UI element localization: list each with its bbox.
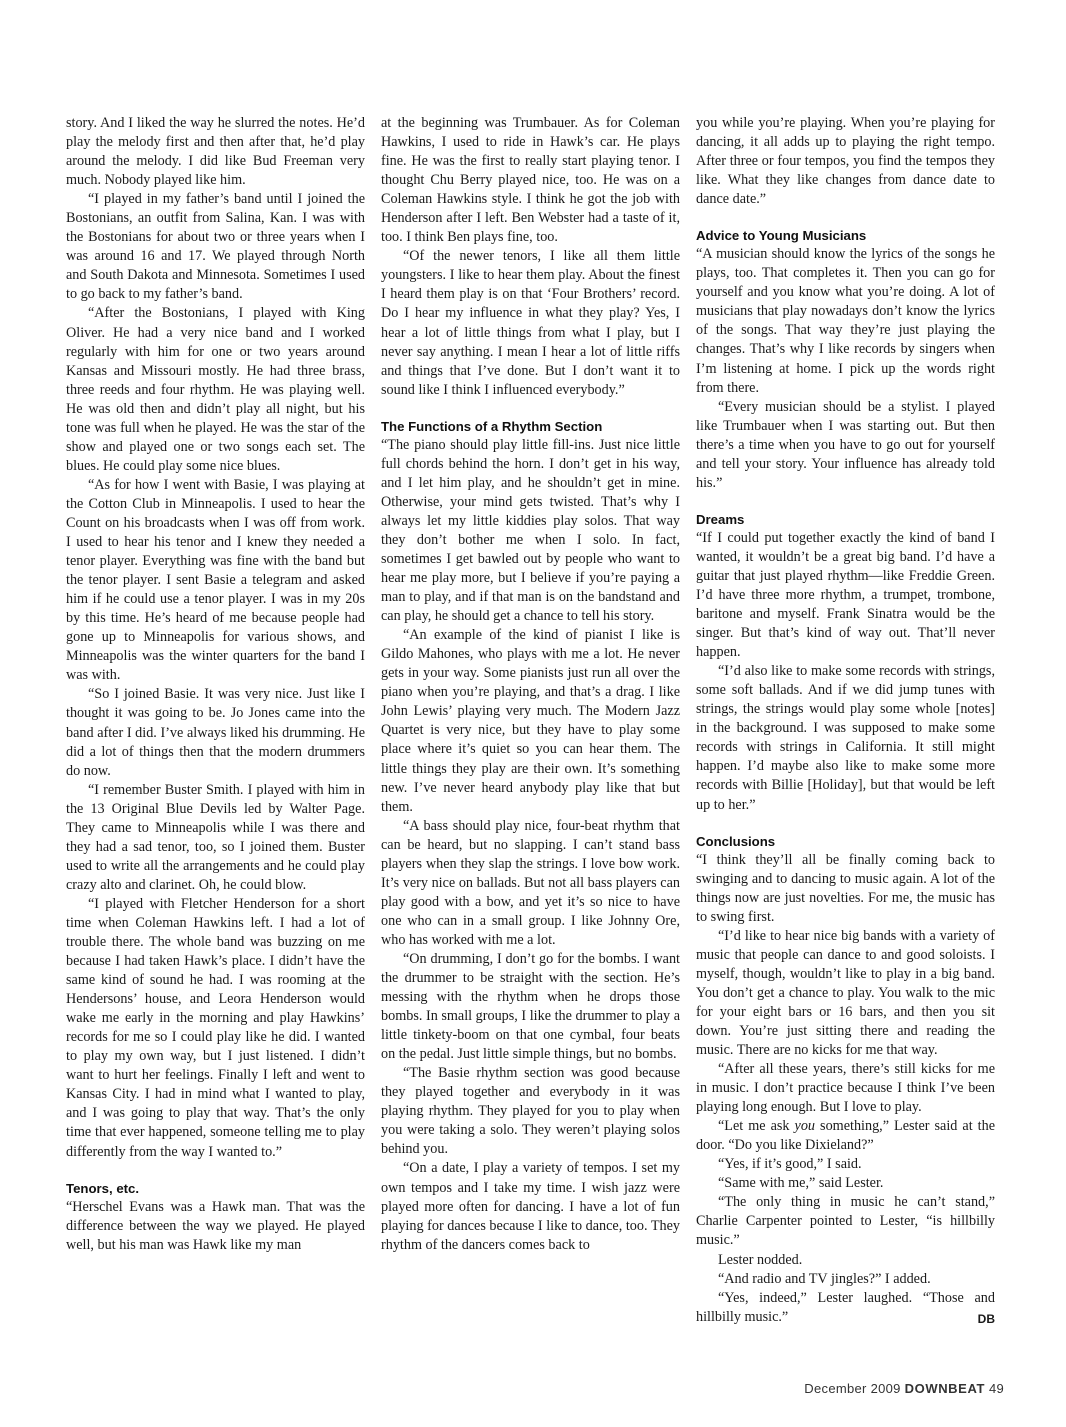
paragraph: “I remember Buster Smith. I played with him in the 13 Original Blue Devils led by Walter Page. They came to Minneapolis while I was there and they had a sad tenor, too, so I joined them. Buster used to write all the arrangements and he could play crazy alto and clarinet. Oh, he could blow. bbox=[66, 781, 365, 893]
section-heading-tenors: Tenors, etc. bbox=[66, 1180, 140, 1196]
page-footer bbox=[804, 1381, 1004, 1396]
paragraph: “I played in my father’s band until I joined the Bostonians, an outfit from Salina, Kan. I was with the Bostonians for about two or three years when I was around 16 and 17. We played through North and South Dakota and Minnesota. Sometimes I used to go back to my father’s band. bbox=[66, 191, 365, 303]
column-2 bbox=[381, 114, 680, 1255]
paragraph: “The piano should play little fill-ins. Just nice little full chords behind the horn. I don’t get in his way, and I let him play, and he shouldn’t get in mine. Otherwise, your mind gets twisted. That’s why I always let my little kiddies play solos. That way they don’t bother me when I solo. In fact, sometimes I get bawled out by people who want to hear me play more, but I believe if you’re paying a man to play, and if that man is on the bandstand and can play, he should get a chance to tell his story. bbox=[381, 436, 680, 625]
paragraph: “I’d also like to make some records with strings, some soft ballads. And if we did jump tunes with strings, the strings would play some whole [notes] in the background. I was supposed to make some records with strings in California. It still might happen. I’d maybe also like to make some more records with Billie [Holiday], but that would be left up to her.” bbox=[696, 663, 995, 813]
paragraph bbox=[696, 1117, 995, 1155]
paragraph: “On drumming, I don’t go for the bombs. I want the drummer to be straight with the section. He’s messing with the rhythm when he drops those bombs. In small groups, I like the drummer to play a little tinkety-boom on that one cymbal, four beats on the pedal. Just little simple things, but no bombs. bbox=[381, 950, 680, 1063]
paragraph: story. And I liked the way he slurred the notes. He’d play the melody first and then after that, he’d play around the melody. I did like Bud Freeman very much. Nobody played like him. bbox=[66, 115, 365, 189]
text-run: “Let me ask bbox=[718, 1118, 795, 1135]
paragraph: “An example of the kind of pianist I like is Gildo Mahones, who plays with me a lot. He never gets in your way. Some pianists just run all over the piano when you’re playing, and that’s a drag. I like John Lewis’ playing very much. The Modern Jazz Quartet is very nice, but they have to play some place where it’s quiet so you can hear them. The little things they play are their own. It’s something new. I’ve never heard anybody play like that but them. bbox=[381, 627, 680, 815]
end-mark: DB bbox=[977, 1311, 995, 1326]
paragraph: “Herschel Evans was a Hawk man. That was the difference between the way we played. He played well, but his man was Hawk like my man bbox=[66, 1198, 365, 1253]
paragraph: “If I could put together exactly the kind of band I wanted, it wouldn’t be a great big band. I’d have a guitar that just played rhythm—like Freddie Green. I’d have three more rhythm, a trumpet, trombone, baritone and myself. Frank Sinatra would be the singer. But that’s kind of way out. That’ll never happen. bbox=[696, 529, 995, 661]
paragraph: at the beginning was Trumbauer. As for Coleman Hawkins, I used to ride in Hawk’s car. He plays fine. He was the first to really start playing tenor. I thought Chu Berry played nice, too. He was on a Coleman Hawkins style. I think he got the job with Henderson after I left. Ben Webster had a taste of it, too. I think Ben plays fine, too. bbox=[381, 115, 680, 246]
paragraph: “Same with me,” said Lester. bbox=[718, 1175, 884, 1192]
paragraph: “On a date, I play a variety of tempos. I set my own tempos and I take my time. I wish jazz were played more often for dancing. I have a lot of fun playing for dances because I like to dance, too. They rhythm of the dancers comes back to bbox=[381, 1160, 680, 1253]
paragraph: “The Basie rhythm section was good because they played together and everybody in it was playing rhythm. They played for you to play when you were taking a solo. They weren’t playing solos behind you. bbox=[381, 1065, 680, 1158]
paragraph: “I played with Fletcher Henderson for a short time when Coleman Hawkins left. I had a lot of trouble there. The whole band was buzzing on me because I had taken Hawk’s place. I didn’t have the same kind of sound he had. I was rooming at the Hendersons’ house, and Leora Henderson would wake me early in the morning and play Hawkins’ records for me so I could play like he did. I wanted to play my own way, but I just listened. I didn’t want to hurt her feelings. Finally I left and went to Kansas City. I had in mind what I wanted to play, and I was going to play that way. That’s the only time that ever happened, someone telling me to play differently from the way I wanted to.” bbox=[66, 895, 365, 1160]
column-3 bbox=[696, 114, 995, 1329]
paragraph: “After the Bostonians, I played with King Oliver. He had a very nice band and I worked regularly with him for one or two years around Kansas and Missouri mostly. He had three brass, three reeds and four rhythm. He was playing well. He was old then and didn’t play all night, but his tone was full when he played. He was the star of the show and played one or two songs each set. The blues. He could play some nice blues. bbox=[66, 305, 365, 474]
page-number: 49 bbox=[988, 1381, 1004, 1396]
text-run: “Yes, indeed,” Lester laughed. “Those and hillbilly music.” bbox=[696, 1289, 995, 1325]
text-run: something,” Lester said at the door. “Do you like Dixieland?” bbox=[696, 1118, 995, 1154]
paragraph: “And radio and TV jingles?” I added. bbox=[718, 1270, 931, 1287]
paragraph: “A musician should know the lyrics of the songs he plays, too. That completes it. Then you can go for yourself and you know what you’re doing. A lot of musicians that play nowadays don’t know the lyrics of the songs. That way they’re just playing the changes. That’s why I like records by singers when I’m listening at home. I pick up the words right from there. bbox=[696, 246, 995, 396]
section-heading-rhythm-section: The Functions of a Rhythm Section bbox=[381, 418, 603, 434]
section-heading-advice: Advice to Young Musicians bbox=[696, 228, 867, 244]
column-1 bbox=[66, 114, 365, 1255]
emphasis-text: you bbox=[794, 1118, 816, 1135]
paragraph: “Yes, if it’s good,” I said. bbox=[718, 1156, 862, 1173]
paragraph: “The only thing in music he can’t stand,” Charlie Carpenter pointed to Lester, “is hillbilly music.” bbox=[696, 1194, 995, 1249]
magazine-name: DOWNBEAT bbox=[904, 1381, 986, 1396]
paragraph: “I’d like to hear nice big bands with a variety of music that people can dance to and good soloists. I myself, though, wouldn’t like to play in a big band. You don’t get a chance to play. You walk to the mic for your eight bars or 16 bars, and then you sit down. You’re just sitting there and reading the music. There are no kicks for me that way. bbox=[696, 927, 995, 1059]
paragraph: “So I joined Basie. It was very nice. Just like I thought it was going to be. Jo Jones came into the band after I did. I’ve always liked his drumming. He did a lot of things then that the modern drummers do now. bbox=[66, 686, 365, 779]
section-heading-conclusions: Conclusions bbox=[696, 833, 776, 849]
paragraph: “After all these years, there’s still kicks for me in music. I don’t practice because I think I’ve been playing long enough. But I love to play. bbox=[696, 1061, 995, 1116]
paragraph: Lester nodded. bbox=[718, 1251, 803, 1268]
section-heading-dreams: Dreams bbox=[696, 511, 745, 527]
paragraph: “As for how I went with Basie, I was playing at the Cotton Club in Minneapolis. I used to hear the Count on his broadcasts when I was off from work. I used to hear his tenor and I knew they needed a tenor player. Everything was fine with the band but the tenor player. I sent Basie a telegram and asked him if he could use a tenor player. I was in my 20s by this time. He’s heard of me because people had gone up to Minneapolis for various shows, and Minneapolis was the winter quarters for the band I was with. bbox=[66, 476, 365, 684]
paragraph: “Every musician should be a stylist. I played like Trumbauer when I was starting out. But then there’s a time when you have to go out for yourself and tell your story. Your influence has already told his.” bbox=[696, 398, 995, 491]
paragraph-final bbox=[696, 1289, 995, 1327]
issue-date: December 2009 bbox=[804, 1381, 901, 1396]
paragraph: “I think they’ll all be finally coming back to swinging and to dancing to music again. A lot of the things now are just novelties. For me, the music has to swing first. bbox=[696, 851, 995, 925]
paragraph: “Of the newer tenors, I like all them little youngsters. I like to hear them play. About the finest I heard them play is on that ‘Four Brothers’ record. Do I hear my influence in what they play? Yes, I hear a lot of little things from what I play, but I never say anything. I mean I hear a lot of little riffs and things that I’ve done. But I don’t want it to sound like I think I influenced everybody.” bbox=[381, 248, 680, 398]
paragraph: you while you’re playing. When you’re playing for dancing, it all adds up to playing the right tempo. After three or four tempos, you find the tempos they like. What they like changes from dance date to dance date.” bbox=[696, 115, 995, 208]
paragraph: “A bass should play nice, four-beat rhythm that can be heard, but no slapping. I can’t stand bass players when they slap the strings. I love bow work. It’s very nice on ballads. But not all bass players can play good with a bow, and yet it’s so nice to have one who can in a small group. I like Johnny Ore, who has worked with me a lot. bbox=[381, 817, 680, 948]
